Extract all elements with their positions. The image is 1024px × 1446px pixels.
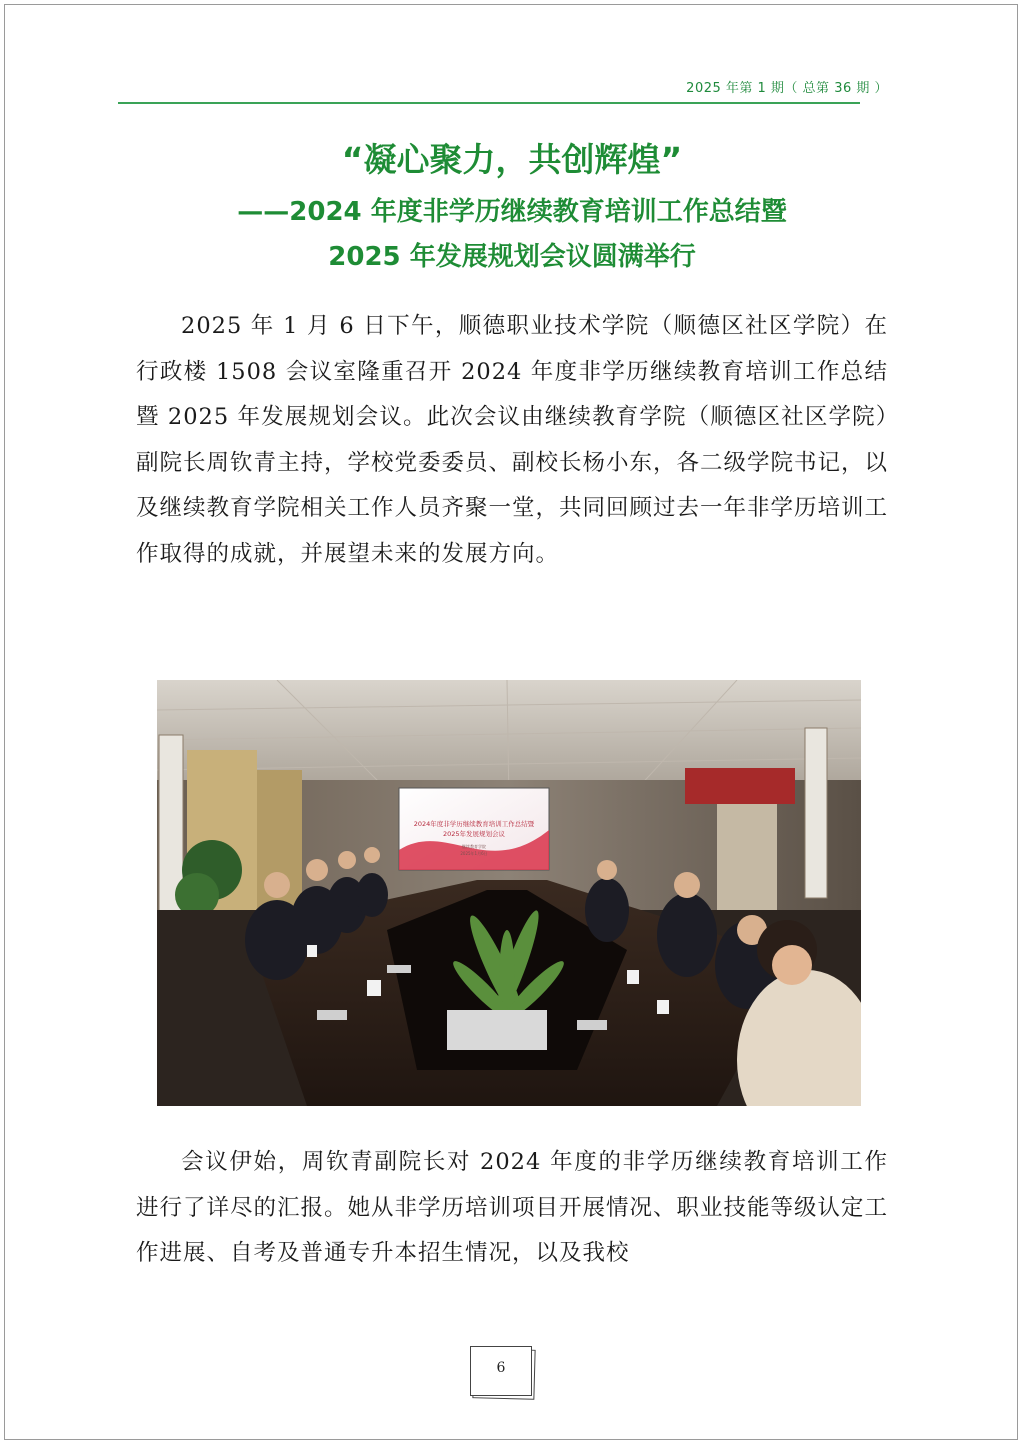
screen-text-2: 2025年发展规划会议 <box>442 830 506 838</box>
article-title: “凝心聚力，共创辉煌” <box>341 140 683 179</box>
screen-text-4: 2025年1月6日 <box>460 851 488 856</box>
issue-label: 2025 年第 1 期（ 总第 36 期 ） <box>686 81 888 96</box>
article-subtitle-line1: ——2024 年度非学历继续教育培训工作总结暨 <box>237 197 787 227</box>
meeting-photo <box>157 680 861 1106</box>
screen-text-3: 继续教育学院 <box>462 844 486 849</box>
body-paragraph-2: 会议伊始，周钦青副院长对 2024 年度的非学历继续教育培训工作进行了详尽的汇报。她从非学历培训项目开展情况、职业技能等级认定工作进展、自考及普通专升本招生情况，以及我校 <box>136 1149 889 1266</box>
screen-text-1: 2024年度非学历继续教育培训工作总结暨 <box>413 820 535 828</box>
page-number-box <box>470 1346 534 1398</box>
page-number: 6 <box>496 1360 506 1376</box>
header-rule <box>118 102 860 104</box>
body-paragraph-1: 2025 年 1 月 6 日下午，顺德职业技术学院（顺德区社区学院）在行政楼 1508 会议室隆重召开 2024 年度非学历继续教育培训工作总结暨 2025 年发展规划会议。此次会议由继续教育学院（顺德区社区学院）副院长周钦青主持，学校党委委员、副校长杨小东，各二级学院书记，以及继续教育学院相关工作人员齐聚一堂，共同回顾过去一年非学历培训工作取得的成就，并展望未来的发展方向。 <box>136 313 889 567</box>
article-subtitle-line2: 2025 年发展规划会议圆满举行 <box>328 242 696 272</box>
